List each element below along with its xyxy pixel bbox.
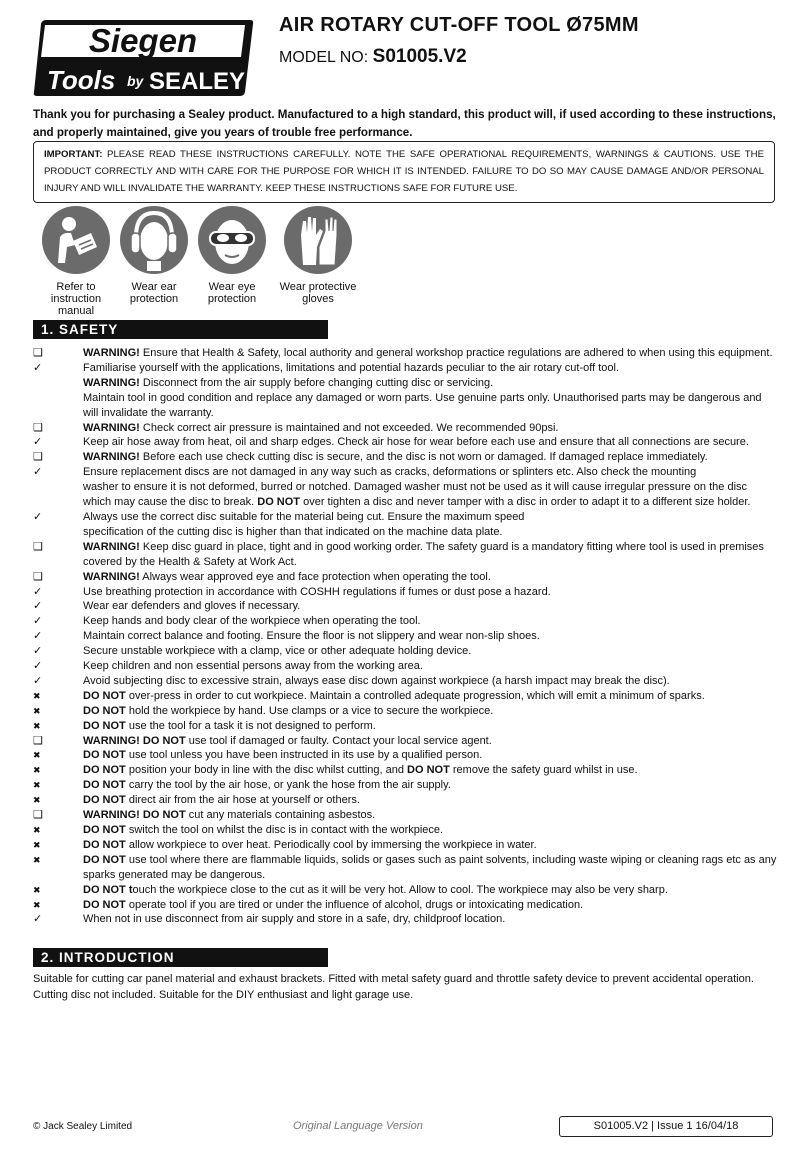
text-run: allow workpiece to over heat. Periodically cool by immersing the workpiece in water. bbox=[125, 838, 537, 851]
text-run: operate tool if you are tired or under the influence of alcohol, drugs or intoxicating medication. bbox=[125, 898, 584, 911]
text-run: direct air from the air hose at yourself or others. bbox=[125, 794, 360, 807]
safety-item-text bbox=[83, 435, 778, 450]
safety-item bbox=[33, 629, 778, 644]
cross-icon: ✖ bbox=[33, 780, 41, 791]
bold-text: DO NOT bbox=[257, 496, 301, 509]
model-number: S01005.V2 bbox=[372, 46, 467, 67]
warning-checkbox-icon: ❑ bbox=[33, 734, 43, 747]
model-line bbox=[279, 46, 467, 68]
safety-item bbox=[33, 689, 778, 704]
safety-item bbox=[33, 570, 778, 585]
warning-checkbox-icon: ❑ bbox=[33, 570, 43, 583]
safety-item-text bbox=[83, 808, 778, 823]
text-run: ouch the workpiece close to the cut as it will be very hot. Allow to cool. The workpiece may also be very sharp. bbox=[132, 883, 668, 896]
safety-item-text bbox=[83, 540, 778, 570]
gloves-icon bbox=[283, 205, 353, 275]
bold-text: WARNING! bbox=[83, 570, 140, 583]
bold-text: WARNING! bbox=[83, 540, 140, 553]
safety-item-text bbox=[83, 480, 778, 510]
safety-item bbox=[33, 719, 778, 734]
svg-text:Tools: Tools bbox=[47, 65, 116, 95]
bold-text: WARNING! bbox=[83, 421, 140, 434]
svg-text:SEALEY: SEALEY bbox=[149, 68, 246, 95]
text-run: washer to ensure it is not deformed, burred or notched. Damaged washer must not be used as it will cause irregular pressure on the disc which may cause the disc to break. bbox=[83, 481, 748, 509]
safety-item bbox=[33, 748, 778, 763]
text-run: Keep children and non essential persons away from the working area. bbox=[83, 660, 423, 673]
bold-text: DO NOT bbox=[83, 719, 126, 732]
text-run: use tool where there are flammable liquids, solids or gases such as paint solvents, including waste wiping or cleaning rags etc as any sparks generated may be dangerous. bbox=[83, 853, 777, 881]
text-run: use tool if damaged or faulty. Contact your local service agent. bbox=[185, 734, 492, 747]
safety-item-text bbox=[83, 570, 778, 585]
safety-item-text bbox=[83, 659, 778, 674]
bullet-spacer bbox=[33, 525, 83, 540]
safety-item bbox=[33, 525, 778, 540]
introduction-text: Suitable for cutting car panel material and exhaust brackets. Fitted with metal safety guard and throttle safety device to prevent accidental operation. Cutting disc not included. Suitable for the DIY enthusiast and light garage use. bbox=[33, 973, 754, 1001]
text-run: Use breathing protection in accordance with COSHH regulations if fumes or dust pose a hazard. bbox=[83, 585, 551, 598]
bold-text: WARNING! bbox=[83, 347, 140, 359]
pictogram-gloves bbox=[273, 205, 363, 305]
text-run: Wear ear defenders and gloves if necessary. bbox=[83, 600, 301, 613]
safety-item-text bbox=[83, 465, 778, 480]
bold-text: DO NOT bbox=[83, 794, 126, 807]
copyright: © Jack Sealey Limited bbox=[33, 1121, 133, 1132]
safety-item bbox=[33, 614, 778, 629]
siegen-sealey-logo bbox=[31, 14, 256, 101]
important-notice bbox=[33, 141, 775, 203]
text-run: hold the workpiece by hand. Use clamps or a vice to secure the workpiece. bbox=[125, 704, 494, 717]
safety-item-text bbox=[83, 704, 778, 719]
bold-text: WARNING! bbox=[83, 451, 140, 464]
bold-text: DO NOT bbox=[83, 853, 126, 866]
tick-icon: ✓ bbox=[33, 913, 43, 926]
safety-item bbox=[33, 361, 778, 376]
text-run: carry the tool by the air hose, or yank the hose from the air supply. bbox=[125, 779, 451, 792]
safety-item bbox=[33, 912, 778, 927]
safety-item bbox=[33, 435, 778, 450]
tick-icon: ✓ bbox=[33, 361, 43, 374]
safety-item bbox=[33, 346, 778, 361]
cross-icon: ✖ bbox=[33, 854, 41, 865]
document-title: AIR ROTARY CUT-OFF TOOL Ø75MM bbox=[279, 14, 639, 36]
safety-item-text bbox=[83, 361, 778, 376]
safety-item bbox=[33, 763, 778, 778]
eye-protection-icon bbox=[197, 205, 267, 275]
safety-item-text bbox=[83, 898, 778, 913]
issue-box: S01005.V2 | Issue 1 16/04/18 bbox=[559, 1116, 773, 1137]
bold-text: WARNING! DO NOT bbox=[83, 734, 186, 747]
bullet-spacer bbox=[33, 480, 83, 510]
bold-text: DO NOT bbox=[83, 749, 126, 762]
safety-item-text bbox=[83, 599, 778, 614]
text-run: switch the tool on whilst the disc is in contact with the workpiece. bbox=[125, 824, 444, 836]
bullet-spacer bbox=[33, 376, 83, 391]
text-run: specification of the cutting disc is higher than that indicated on the machine data plate. bbox=[83, 525, 503, 538]
safety-item-text bbox=[83, 778, 778, 793]
text-run: Ensure that Health & Safety, local authority and general workshop practice regulations are adhered to when using this equipment. bbox=[139, 347, 773, 359]
safety-item-text bbox=[83, 689, 778, 704]
cross-icon: ✖ bbox=[33, 825, 41, 835]
thank-you-text: Thank you for purchasing a Sealey product. Manufactured to a high standard, this product will, if used according to these instructions, and properly maintained, give you years of trouble free performance. bbox=[33, 108, 776, 139]
safety-item-text bbox=[83, 719, 778, 734]
warning-checkbox-icon: ❑ bbox=[33, 347, 43, 359]
safety-item-text bbox=[83, 421, 778, 436]
tick-icon: ✓ bbox=[33, 436, 43, 449]
safety-item-text bbox=[83, 748, 778, 763]
cross-icon: ✖ bbox=[33, 720, 41, 731]
safety-item bbox=[33, 883, 778, 898]
svg-text:by: by bbox=[127, 73, 144, 89]
text-run: cut any materials containing asbestos. bbox=[185, 809, 376, 822]
cross-icon: ✖ bbox=[33, 765, 41, 776]
safety-item bbox=[33, 734, 778, 749]
warning-checkbox-icon: ❑ bbox=[33, 421, 43, 434]
pictogram-ear bbox=[111, 205, 197, 305]
safety-item bbox=[33, 391, 778, 421]
safety-pictograms bbox=[33, 205, 363, 317]
language-note: Original Language Version bbox=[293, 1120, 423, 1132]
safety-item-text bbox=[83, 510, 778, 525]
tick-icon: ✓ bbox=[33, 585, 43, 598]
important-text: PLEASE READ THESE INSTRUCTIONS CAREFULLY. NOTE THE SAFE OPERATIONAL REQUIREMENTS, WARNINGS & CAUTIONS. USE THE PRODUCT CORRECTLY AND WITH CARE FOR THE PURPOSE FOR WHICH IT IS INTENDED. FAILURE TO DO SO MAY CAUSE DAMAGE AND/OR PERSONAL INJURY AND WILL INVALIDATE THE WARRANTY. KEEP THESE INSTRUCTIONS SAFE FOR FUTURE USE. bbox=[44, 149, 764, 194]
safety-item bbox=[33, 510, 778, 525]
bold-text: WARNING! DO NOT bbox=[83, 809, 186, 822]
important-label: IMPORTANT: bbox=[44, 149, 103, 160]
tick-icon: ✓ bbox=[33, 466, 43, 479]
safety-item-text bbox=[83, 734, 778, 749]
text-run: Familiarise yourself with the applications, limitations and potential hazards peculiar to the air rotary cut-off tool. bbox=[83, 361, 620, 374]
safety-item bbox=[33, 838, 778, 853]
text-run: Keep hands and body clear of the workpiece when operating the tool. bbox=[83, 615, 421, 628]
safety-item-text bbox=[83, 823, 778, 838]
text-run: Disconnect from the air supply before changing cutting disc or servicing. bbox=[139, 376, 494, 389]
safety-item-text bbox=[83, 644, 778, 659]
pictogram-manual bbox=[33, 205, 119, 317]
text-run: Keep air hose away from heat, oil and sharp edges. Check air hose for wear before each use and ensure that all connections are secure. bbox=[83, 436, 749, 449]
section-heading-introduction: 2. INTRODUCTION bbox=[33, 948, 328, 967]
text-run: Avoid subjecting disc to excessive strain, always ease disc down against workpiece (a harsh impact may break the disc). bbox=[83, 674, 670, 687]
safety-item-text bbox=[83, 763, 778, 778]
safety-item-text bbox=[83, 838, 778, 853]
bold-text: DO NOT bbox=[83, 824, 126, 836]
safety-item bbox=[33, 585, 778, 600]
tick-icon: ✓ bbox=[33, 630, 43, 643]
pictogram-label: Refer to instruction manual bbox=[50, 281, 102, 317]
text-run: Always use the correct disc suitable for the material being cut. Ensure the maximum speed bbox=[83, 510, 525, 523]
pictogram-label: Wear protective gloves bbox=[279, 281, 357, 305]
safety-item-text bbox=[83, 376, 778, 391]
safety-item-text bbox=[83, 585, 778, 600]
warning-checkbox-icon: ❑ bbox=[33, 809, 43, 822]
safety-item-text bbox=[83, 391, 778, 421]
warning-checkbox-icon: ❑ bbox=[33, 540, 43, 553]
bold-text: DO NOT bbox=[83, 898, 126, 911]
warning-checkbox-icon: ❑ bbox=[33, 451, 43, 464]
safety-item bbox=[33, 778, 778, 793]
text-run: Keep disc guard in place, tight and in good working order. The safety guard is a mandatory fitting where tool is used in premises covered by the Health & Safety at Work Act. bbox=[83, 540, 764, 568]
safety-item bbox=[33, 450, 778, 465]
text-run: Check correct air pressure is maintained and not exceeded. We recommended 90psi. bbox=[139, 421, 559, 434]
tick-icon: ✓ bbox=[33, 660, 43, 673]
cross-icon: ✖ bbox=[33, 690, 41, 701]
tick-icon: ✓ bbox=[33, 510, 43, 523]
text-run: position your body in line with the disc whilst cutting, and bbox=[125, 764, 408, 777]
ear-protection-icon bbox=[119, 205, 189, 275]
section-heading-safety: 1. SAFETY bbox=[33, 320, 328, 339]
text-run: Ensure replacement discs are not damaged in any way such as cracks, deformations or splinters etc. Also check the mounting bbox=[83, 466, 697, 479]
safety-item-text bbox=[83, 614, 778, 629]
bold-text: DO NOT bbox=[83, 689, 126, 702]
safety-item-text bbox=[83, 793, 778, 808]
safety-item-text bbox=[83, 883, 778, 898]
cross-icon: ✖ bbox=[33, 795, 41, 806]
cross-icon: ✖ bbox=[33, 705, 41, 716]
cross-icon: ✖ bbox=[33, 750, 41, 761]
text-run: Secure unstable workpiece with a clamp, vice or other adequate holding device. bbox=[83, 645, 472, 658]
text-run: use tool unless you have been instructed in its use by a qualified person. bbox=[125, 749, 483, 762]
bold-text: DO NOT t bbox=[83, 883, 133, 896]
safety-item-text bbox=[83, 346, 778, 361]
safety-item bbox=[33, 644, 778, 659]
tick-icon: ✓ bbox=[33, 600, 43, 613]
tick-icon: ✓ bbox=[33, 615, 43, 628]
safety-list bbox=[33, 346, 778, 927]
pictogram-label: Wear ear protection bbox=[129, 281, 179, 305]
pictogram-eye bbox=[189, 205, 275, 305]
safety-item bbox=[33, 674, 778, 689]
safety-item bbox=[33, 793, 778, 808]
text-run: When not in use disconnect from air supply and store in a safe, dry, childproof location. bbox=[83, 913, 506, 926]
text-run: Maintain correct balance and footing. Ensure the floor is not slippery and wear non-slip shoes. bbox=[83, 630, 540, 643]
safety-item-text bbox=[83, 450, 778, 465]
bold-text: DO NOT bbox=[407, 764, 450, 777]
bold-text: DO NOT bbox=[83, 764, 126, 777]
bullet-spacer bbox=[33, 391, 83, 421]
bold-text: DO NOT bbox=[83, 704, 126, 717]
safety-item-text bbox=[83, 912, 778, 927]
tick-icon: ✓ bbox=[33, 645, 43, 658]
bold-text: WARNING! bbox=[83, 376, 140, 389]
cross-icon: ✖ bbox=[33, 839, 41, 850]
safety-item bbox=[33, 823, 778, 838]
svg-text:Siegen: Siegen bbox=[88, 22, 198, 59]
safety-item-text bbox=[83, 525, 778, 540]
bold-text: DO NOT bbox=[83, 838, 126, 851]
safety-item bbox=[33, 808, 778, 823]
safety-item bbox=[33, 480, 778, 510]
text-run: over tighten a disc and never tamper with a disc in order to adapt it to a different size holder. bbox=[300, 496, 751, 509]
pictogram-label: Wear eye protection bbox=[207, 281, 257, 305]
cross-icon: ✖ bbox=[33, 884, 41, 895]
safety-item bbox=[33, 599, 778, 614]
safety-item bbox=[33, 465, 778, 480]
text-run: remove the safety guard whilst in use. bbox=[449, 764, 638, 777]
safety-item bbox=[33, 421, 778, 436]
text-run: over-press in order to cut workpiece. Maintain a controlled adequate progression, which will emit a minimum of sparks. bbox=[125, 689, 705, 702]
safety-item-text bbox=[83, 674, 778, 689]
safety-item-text bbox=[83, 853, 778, 883]
text-run: use the tool for a task it is not designed to perform. bbox=[125, 719, 376, 732]
safety-item bbox=[33, 898, 778, 913]
safety-item bbox=[33, 704, 778, 719]
bold-text: DO NOT bbox=[83, 779, 126, 792]
safety-item bbox=[33, 659, 778, 674]
text-run: Always wear approved eye and face protection when operating the tool. bbox=[139, 570, 491, 583]
tick-icon: ✓ bbox=[33, 674, 43, 687]
safety-item bbox=[33, 853, 778, 883]
safety-item bbox=[33, 540, 778, 570]
model-label: MODEL NO: bbox=[279, 49, 369, 66]
text-run: Maintain tool in good condition and replace any damaged or worn parts. Use genuine parts only. Unauthorised parts may be dangerous and will invalidate the warranty. bbox=[83, 391, 762, 419]
safety-item-text bbox=[83, 629, 778, 644]
safety-item bbox=[33, 376, 778, 391]
text-run: Before each use check cutting disc is secure, and the disc is not worn or damaged. If damaged replace immediately. bbox=[139, 451, 708, 464]
manual-icon bbox=[41, 205, 111, 275]
cross-icon: ✖ bbox=[33, 899, 41, 910]
